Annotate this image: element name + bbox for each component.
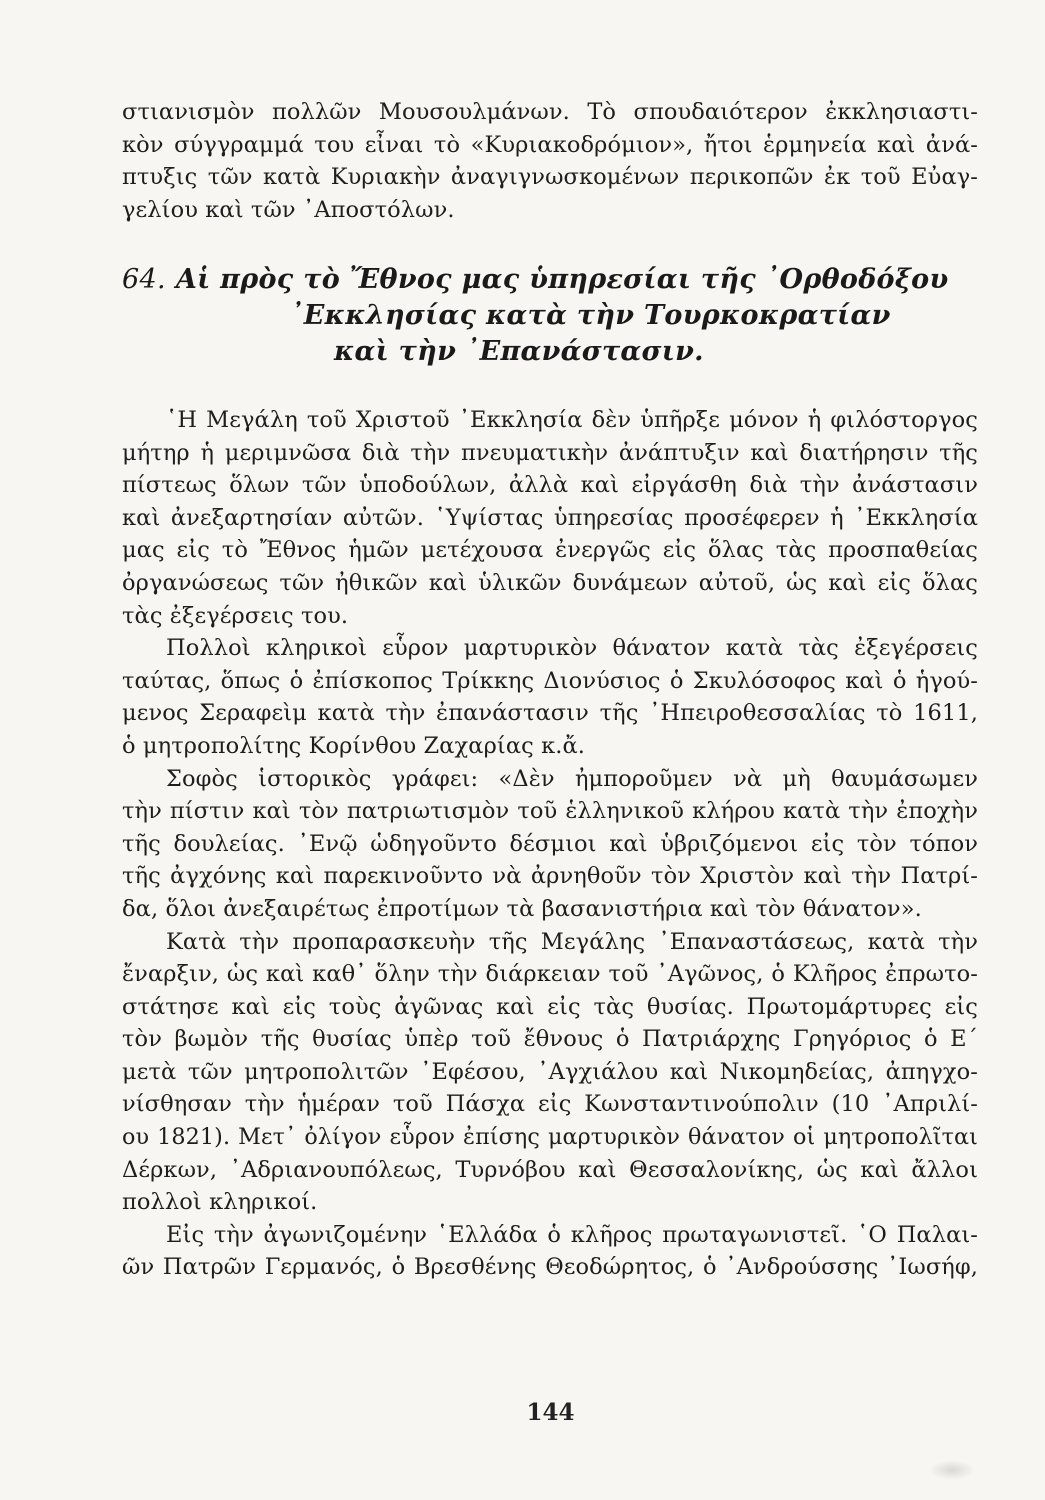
- text-line: Κατὰ τὴν προπαρασκευὴν τῆς Μεγάλης ᾿Επαναστάσεως, κατὰ τὴν: [166, 928, 978, 955]
- text-line: ου 1821). Μετ᾿ ὀλίγον εὗρον ἐπίσης μαρτυρικὸν θάνατον οἱ μητροπολῖται: [122, 1124, 978, 1151]
- text-line: δα, ὅλοι ἀνεξαιρέτως ἐπροτίμων τὰ βασανιστήρια καὶ τὸν θάνατον».: [122, 895, 922, 922]
- text-line: καὶ ἀνεξαρτησίαν αὐτῶν. ῾Υψίστας ὑπηρεσίας προσέφερεν ἡ ᾿Εκκλησία: [122, 504, 978, 531]
- text-line: ὁ μητροπολίτης Κορίνθου Ζαχαρίας κ.ἄ.: [122, 732, 586, 759]
- text-line: Εἰς τὴν ἀγωνιζομένην ῾Ελλάδα ὁ κλῆρος πρωταγωνιστεῖ. ῾Ο Παλαι-: [166, 1221, 978, 1248]
- section-heading: [122, 262, 982, 370]
- section-title-line: ᾿Εκκλησίας κατὰ τὴν Τουρκοκρατίαν: [290, 300, 891, 331]
- text-line: ἔναρξιν, ὡς καὶ καθ᾿ ὅλην τὴν διάρκειαν τοῦ ᾿Αγῶνος, ὁ Κλῆρος ἐπρωτο-: [122, 961, 978, 988]
- intro-paragraph: [122, 96, 978, 226]
- text-line: μενος Σεραφεὶμ κατὰ τὴν ἐπανάστασιν τῆς ᾿Ηπειροθεσσαλίας τὸ 1611,: [122, 700, 978, 727]
- text-line: ῶν Πατρῶν Γερμανός, ὁ Βρεσθένης Θεοδώρητος, ὁ ᾿Ανδρούσσης ᾿Ιωσήφ,: [122, 1254, 978, 1281]
- text-line: ταύτας, ὅπως ὁ ἐπίσκοπος Τρίκκης Διονύσιος ὁ Σκυλόσοφος καὶ ὁ ἡγού-: [122, 667, 978, 694]
- text-line: μας εἰς τὸ Ἔθνος ἡμῶν μετέχουσα ἐνεργῶς εἰς ὅλας τὰς προσπαθείας: [122, 537, 978, 564]
- section-title-line: Αἱ πρὸς τὸ Ἔθνος μας ὑπηρεσίαι τῆς ᾿Ορθοδόξου: [175, 264, 949, 295]
- text-line: τὴν πίστιν καὶ τὸν πατριωτισμὸν τοῦ ἑλληνικοῦ κλήρου κατὰ τὴν ἐποχὴν: [122, 798, 978, 825]
- text-line: τῆς ἀγχόνης καὶ παρεκινοῦντο νὰ ἀρνηθοῦν τὸν Χριστὸν καὶ τὴν Πατρί-: [122, 863, 978, 890]
- section-number: 64.: [122, 264, 166, 295]
- text-line: κὸν σύγγραμμά του εἶναι τὸ «Κυριακοδρόμιον», ἤτοι ἑρμηνεία καὶ ἀνά-: [122, 131, 978, 158]
- text-line: μετὰ τῶν μητροπολιτῶν ᾿Εφέσου, ᾿Αγχιάλου καὶ Νικομηδείας, ἀπηγχο-: [122, 1058, 978, 1085]
- text-line: Σοφὸς ἱστορικὸς γράφει: «Δὲν ἠμποροῦμεν νὰ μὴ θαυμάσωμεν: [166, 765, 978, 792]
- text-line: τὸν βωμὸν τῆς θυσίας ὑπὲρ τοῦ ἔθνους ὁ Πατριάρχης Γρηγόριος ὁ Ε´: [122, 1026, 978, 1053]
- text-line: στάτησε καὶ εἰς τοὺς ἀγῶνας καὶ εἰς τὰς θυσίας. Πρωτομάρτυρες εἰς: [122, 993, 978, 1020]
- body-text: [122, 404, 978, 1284]
- text-line: Δέρκων, ᾿Αδριανουπόλεως, Τυρνόβου καὶ Θεσσαλονίκης, ὡς καὶ ἄλλοι: [122, 1156, 978, 1183]
- text-line: πολλοὶ κληρικοί.: [122, 1189, 318, 1216]
- text-line: νίσθησαν τὴν ἡμέραν τοῦ Πάσχα εἰς Κωνσταντινούπολιν (10 ᾿Απριλί-: [122, 1091, 978, 1118]
- section-title-line: καὶ τὴν ᾿Επανάστασιν.: [334, 336, 704, 367]
- paper-smudge: [929, 1460, 975, 1480]
- text-line: γελίου καὶ τῶν ᾿Αποστόλων.: [122, 196, 455, 223]
- text-line: τῆς δουλείας. ᾿Ενῷ ὡδηγοῦντο δέσμιοι καὶ ὑβριζόμενοι εἰς τὸν τόπον: [122, 830, 978, 857]
- text-line: πτυξις τῶν κατὰ Κυριακὴν ἀναγιγνωσκομένων περικοπῶν ἐκ τοῦ Εὐαγ-: [122, 164, 978, 191]
- page-number: 144: [526, 1399, 575, 1426]
- text-line: ὀργανώσεως τῶν ἠθικῶν καὶ ὑλικῶν δυνάμεων αὐτοῦ, ὡς καὶ εἰς ὅλας: [122, 569, 978, 596]
- text-line: τὰς ἐξεγέρσεις του.: [122, 602, 349, 629]
- text-line: στιανισμὸν πολλῶν Μουσουλμάνων. Τὸ σπουδαιότερον ἐκκλησιαστι-: [122, 99, 978, 125]
- section-heading-line: [122, 262, 982, 298]
- text-line: πίστεως ὅλων τῶν ὑποδούλων, ἀλλὰ καὶ εἰργάσθη διὰ τὴν ἀνάστασιν: [122, 472, 978, 499]
- text-line: ῾Η Μεγάλη τοῦ Χριστοῦ ᾿Εκκλησία δὲν ὑπῆρξε μόνον ἡ φιλόστοργος: [166, 407, 978, 433]
- text-line: Πολλοὶ κληρικοὶ εὗρον μαρτυρικὸν θάνατον κατὰ τὰς ἐξεγέρσεις: [166, 635, 978, 662]
- text-line: μήτηρ ἡ μεριμνῶσα διὰ τὴν πνευματικὴν ἀνάπτυξιν καὶ διατήρησιν τῆς: [122, 439, 978, 466]
